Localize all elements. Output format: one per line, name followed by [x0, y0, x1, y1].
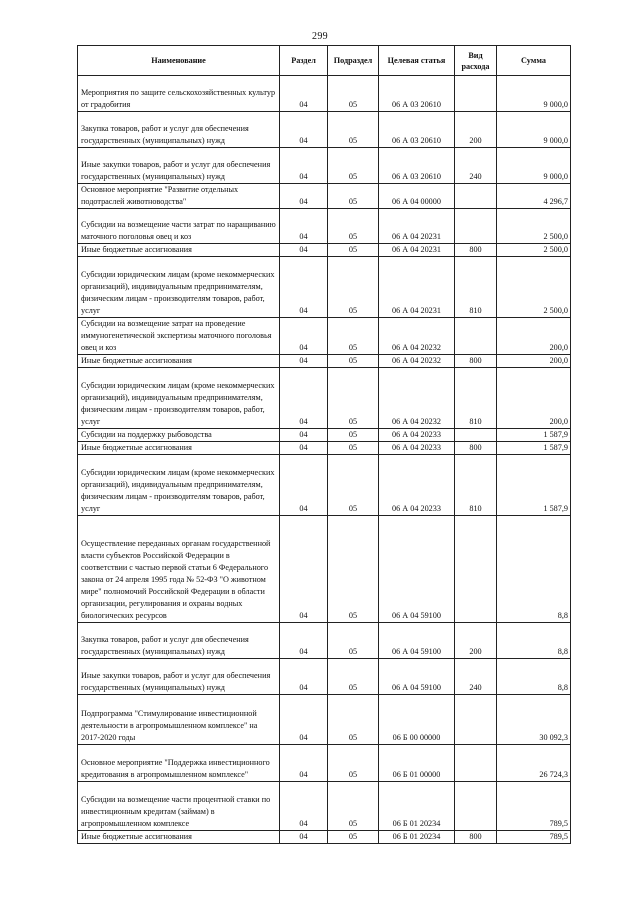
cell-summa: 200,0	[497, 368, 571, 429]
budget-table	[77, 45, 571, 844]
table-row	[78, 442, 571, 455]
cell-vid	[455, 76, 497, 112]
cell-celevaya: 06 А 04 00000	[379, 184, 455, 209]
cell-summa: 30 092,3	[497, 695, 571, 745]
table-header-row	[78, 46, 571, 76]
cell-razdel: 04	[280, 429, 328, 442]
table-row	[78, 184, 571, 209]
cell-vid: 810	[455, 257, 497, 318]
cell-summa: 789,5	[497, 831, 571, 844]
cell-vid: 800	[455, 442, 497, 455]
cell-vid	[455, 318, 497, 355]
cell-razdel: 04	[280, 695, 328, 745]
table-row	[78, 782, 571, 831]
table-row	[78, 429, 571, 442]
cell-razdel: 04	[280, 148, 328, 184]
cell-vid	[455, 209, 497, 244]
table-row	[78, 659, 571, 695]
cell-summa: 200,0	[497, 355, 571, 368]
cell-vid: 240	[455, 659, 497, 695]
cell-podrazdel: 05	[328, 455, 379, 516]
cell-podrazdel: 05	[328, 184, 379, 209]
cell-razdel: 04	[280, 184, 328, 209]
cell-podrazdel: 05	[328, 257, 379, 318]
cell-celevaya: 06 Б 01 20234	[379, 831, 455, 844]
cell-summa: 2 500,0	[497, 244, 571, 257]
cell-summa: 4 296,7	[497, 184, 571, 209]
cell-name: Иные закупки товаров, работ и услуг для обеспечения государственных (муниципальных) нужд	[78, 659, 280, 695]
cell-summa: 8,8	[497, 623, 571, 659]
cell-celevaya: 06 А 04 20232	[379, 318, 455, 355]
cell-podrazdel: 05	[328, 516, 379, 623]
cell-razdel: 04	[280, 368, 328, 429]
cell-vid: 800	[455, 355, 497, 368]
cell-celevaya: 06 А 04 20232	[379, 368, 455, 429]
cell-razdel: 04	[280, 318, 328, 355]
cell-celevaya: 06 А 04 20233	[379, 455, 455, 516]
cell-vid: 200	[455, 623, 497, 659]
cell-celevaya: 06 А 04 20231	[379, 257, 455, 318]
header-vid: Вид расхода	[455, 46, 497, 76]
cell-razdel: 04	[280, 782, 328, 831]
cell-vid: 810	[455, 455, 497, 516]
cell-summa: 2 500,0	[497, 257, 571, 318]
cell-name: Субсидии юридическим лицам (кроме некоммерческих организаций), индивидуальным предпринимателям, физическим лицам - производителям товаров, работ, услуг	[78, 257, 280, 318]
cell-celevaya: 06 Б 01 20234	[379, 782, 455, 831]
header-podrazdel: Подраздел	[328, 46, 379, 76]
cell-summa: 8,8	[497, 516, 571, 623]
table-row	[78, 318, 571, 355]
cell-podrazdel: 05	[328, 244, 379, 257]
cell-podrazdel: 05	[328, 831, 379, 844]
cell-name: Основное мероприятие "Поддержка инвестиционного кредитования в агропромышленном комплексе"	[78, 745, 280, 782]
cell-razdel: 04	[280, 112, 328, 148]
cell-podrazdel: 05	[328, 745, 379, 782]
cell-name: Субсидии на возмещение части процентной ставки по инвестиционным кредитам (займам) в агропромышленном комплексе	[78, 782, 280, 831]
cell-celevaya: 06 А 04 59100	[379, 623, 455, 659]
cell-vid: 240	[455, 148, 497, 184]
cell-summa: 9 000,0	[497, 148, 571, 184]
cell-name: Закупка товаров, работ и услуг для обеспечения государственных (муниципальных) нужд	[78, 623, 280, 659]
cell-name: Субсидии юридическим лицам (кроме некоммерческих организаций), индивидуальным предпринимателям, физическим лицам - производителям товаров, работ, услуг	[78, 368, 280, 429]
cell-name: Субсидии на возмещение части затрат по наращиванию маточного поголовья овец и коз	[78, 209, 280, 244]
cell-celevaya: 06 А 04 20231	[379, 244, 455, 257]
table-row	[78, 623, 571, 659]
cell-podrazdel: 05	[328, 782, 379, 831]
cell-vid	[455, 745, 497, 782]
table-row	[78, 368, 571, 429]
cell-celevaya: 06 Б 00 00000	[379, 695, 455, 745]
cell-summa: 26 724,3	[497, 745, 571, 782]
cell-name: Основное мероприятие "Развитие отдельных подотраслей животноводства"	[78, 184, 280, 209]
cell-name: Иные бюджетные ассигнования	[78, 244, 280, 257]
cell-summa: 1 587,9	[497, 442, 571, 455]
cell-summa: 1 587,9	[497, 455, 571, 516]
cell-celevaya: 06 Б 01 00000	[379, 745, 455, 782]
cell-razdel: 04	[280, 659, 328, 695]
table-row	[78, 831, 571, 844]
cell-vid	[455, 695, 497, 745]
cell-celevaya: 06 А 03 20610	[379, 112, 455, 148]
cell-podrazdel: 05	[328, 368, 379, 429]
cell-vid: 800	[455, 831, 497, 844]
cell-name: Иные закупки товаров, работ и услуг для обеспечения государственных (муниципальных) нужд	[78, 148, 280, 184]
cell-name: Иные бюджетные ассигнования	[78, 831, 280, 844]
cell-name: Осуществление переданных органам государственной власти субъектов Российской Федерации в соответствии с частью первой статьи 6 Федерального закона от 24 апреля 1995 года № 52-ФЗ "О животном мире" полномочий Российской Федерации в области организации, регулирования и охраны водных биологических ресурсов	[78, 516, 280, 623]
table-row	[78, 148, 571, 184]
cell-summa: 9 000,0	[497, 76, 571, 112]
cell-name: Подпрограмма "Стимулирование инвестиционной деятельности в агропромышленном комплексе" на 2017-2020 годы	[78, 695, 280, 745]
cell-vid	[455, 516, 497, 623]
table-row	[78, 745, 571, 782]
cell-vid	[455, 782, 497, 831]
cell-razdel: 04	[280, 623, 328, 659]
header-name: Наименование	[78, 46, 280, 76]
cell-podrazdel: 05	[328, 318, 379, 355]
cell-summa: 200,0	[497, 318, 571, 355]
cell-razdel: 04	[280, 455, 328, 516]
cell-summa: 8,8	[497, 659, 571, 695]
cell-summa: 2 500,0	[497, 209, 571, 244]
cell-name: Иные бюджетные ассигнования	[78, 355, 280, 368]
cell-vid	[455, 184, 497, 209]
cell-podrazdel: 05	[328, 112, 379, 148]
table-row	[78, 244, 571, 257]
cell-podrazdel: 05	[328, 355, 379, 368]
cell-summa: 1 587,9	[497, 429, 571, 442]
cell-podrazdel: 05	[328, 76, 379, 112]
table-row	[78, 112, 571, 148]
cell-razdel: 04	[280, 442, 328, 455]
table-row	[78, 209, 571, 244]
header-summa: Сумма	[497, 46, 571, 76]
header-celevaya: Целевая статья	[379, 46, 455, 76]
table-row	[78, 455, 571, 516]
cell-podrazdel: 05	[328, 429, 379, 442]
cell-podrazdel: 05	[328, 623, 379, 659]
cell-celevaya: 06 А 04 59100	[379, 659, 455, 695]
cell-celevaya: 06 А 03 20610	[379, 148, 455, 184]
cell-razdel: 04	[280, 745, 328, 782]
cell-celevaya: 06 А 04 20231	[379, 209, 455, 244]
cell-celevaya: 06 А 04 20232	[379, 355, 455, 368]
cell-razdel: 04	[280, 244, 328, 257]
page-number: 299	[312, 31, 328, 42]
table-row	[78, 516, 571, 623]
table-row	[78, 257, 571, 318]
cell-celevaya: 06 А 04 20233	[379, 442, 455, 455]
cell-vid: 200	[455, 112, 497, 148]
cell-celevaya: 06 А 04 59100	[379, 516, 455, 623]
cell-name: Мероприятия по защите сельскохозяйственных культур от градобития	[78, 76, 280, 112]
cell-celevaya: 06 А 04 20233	[379, 429, 455, 442]
table-row	[78, 695, 571, 745]
cell-razdel: 04	[280, 516, 328, 623]
header-razdel: Раздел	[280, 46, 328, 76]
cell-podrazdel: 05	[328, 442, 379, 455]
cell-name: Закупка товаров, работ и услуг для обеспечения государственных (муниципальных) нужд	[78, 112, 280, 148]
cell-name: Иные бюджетные ассигнования	[78, 442, 280, 455]
cell-vid	[455, 429, 497, 442]
cell-summa: 789,5	[497, 782, 571, 831]
cell-razdel: 04	[280, 831, 328, 844]
cell-name: Субсидии юридическим лицам (кроме некоммерческих организаций), индивидуальным предпринимателям, физическим лицам - производителям товаров, работ, услуг	[78, 455, 280, 516]
cell-podrazdel: 05	[328, 659, 379, 695]
cell-name: Субсидии на поддержку рыбоводства	[78, 429, 280, 442]
cell-vid: 810	[455, 368, 497, 429]
cell-celevaya: 06 А 03 20610	[379, 76, 455, 112]
table-row	[78, 76, 571, 112]
cell-podrazdel: 05	[328, 148, 379, 184]
cell-razdel: 04	[280, 355, 328, 368]
table-row	[78, 355, 571, 368]
cell-razdel: 04	[280, 209, 328, 244]
cell-vid: 800	[455, 244, 497, 257]
cell-summa: 9 000,0	[497, 112, 571, 148]
cell-name: Субсидии на возмещение затрат на проведение иммуногенетической экспертизы маточного поголовья овец и коз	[78, 318, 280, 355]
cell-razdel: 04	[280, 257, 328, 318]
cell-podrazdel: 05	[328, 695, 379, 745]
cell-podrazdel: 05	[328, 209, 379, 244]
cell-razdel: 04	[280, 76, 328, 112]
